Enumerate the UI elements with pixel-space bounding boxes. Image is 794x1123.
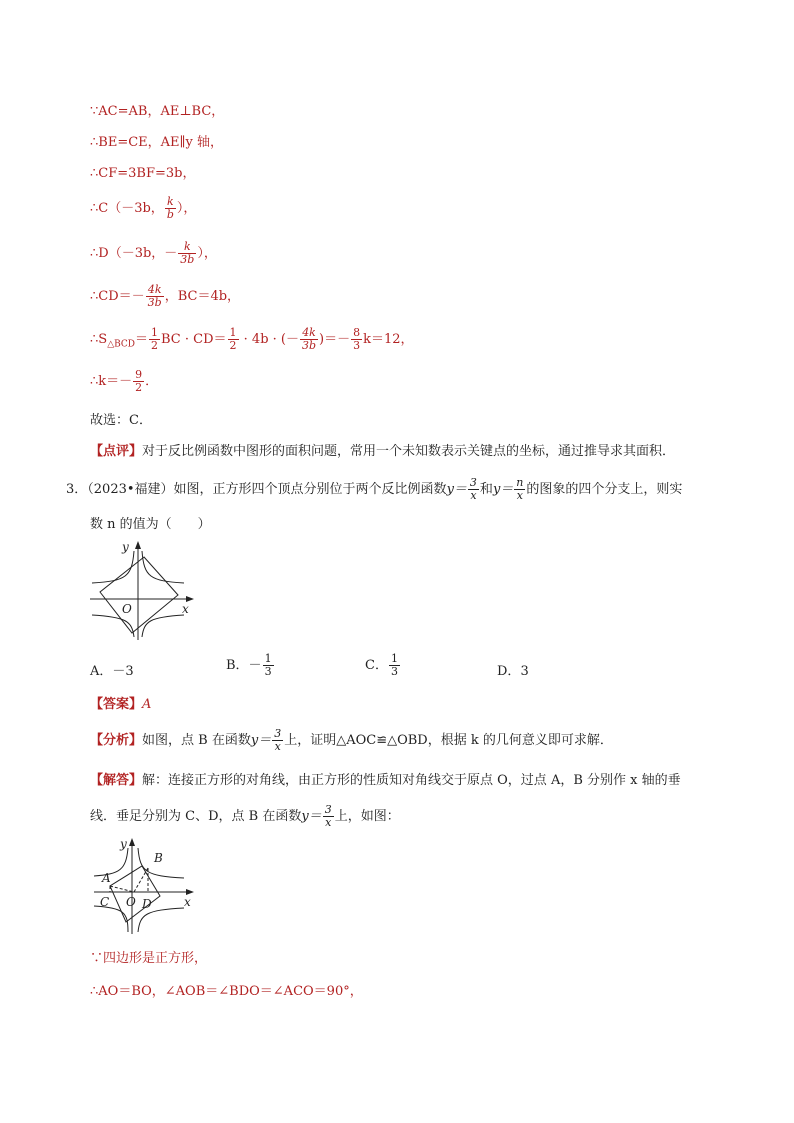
- solution-line-4: ∴C（－3b， $\frac{k}{b}$ ），: [90, 195, 197, 221]
- fraction-half-1: $\frac{1}{2}$: [151, 326, 159, 352]
- solution-line-5: ∴D（－3b，－ $\frac{k}{3b}$ ），: [90, 240, 217, 266]
- fraction-3-x-solution: $\frac{3}{x}$: [324, 803, 332, 829]
- fraction-n-x: $\frac{n}{x}$: [516, 476, 524, 502]
- point-a-label: A: [102, 871, 111, 885]
- question-3-line-2: 数 n 的值为（ ）: [90, 517, 211, 532]
- choice-line: 故选：C．: [90, 413, 152, 428]
- fraction-k-3b: $\frac{k}{3b}$: [180, 240, 195, 266]
- curve-q4: [138, 908, 184, 932]
- y-label: y: [120, 837, 127, 851]
- solution-line-7: $\therefore S_{\triangle BCD}=$ $\frac{1}{2}$ BC · CD＝ $\frac{1}{2}$ · 4b · (－ $\frac{4k}{3b}$ )＝－ $\frac{8}{3}$ k＝12，: [90, 326, 414, 352]
- fraction-8-3: $\frac{8}{3}$: [353, 326, 361, 352]
- curve-q2: [94, 848, 128, 876]
- solution-line-6: ∴CD＝－ $\frac{4k}{3b}$ ，BC＝4b，: [90, 283, 241, 309]
- analysis-tag: 【分析】: [90, 733, 143, 748]
- option-a[interactable]: A．－3: [90, 664, 134, 679]
- answer-value: A: [142, 697, 152, 712]
- y-label: y: [122, 540, 129, 554]
- figure-1-graph: [86, 537, 198, 642]
- origin-label: O: [126, 895, 136, 909]
- point-c-label: C: [100, 895, 110, 909]
- fraction-4k-3b-2: $\frac{4k}{3b}$: [302, 326, 317, 352]
- final-line-2: ∴AO＝BO，∠AOB＝∠BDO＝∠ACO＝90°，: [90, 984, 363, 999]
- curve-q3: [92, 615, 134, 637]
- origin-label: O: [122, 602, 132, 616]
- square: [100, 557, 178, 633]
- y-axis-arrow: [129, 838, 135, 846]
- solution-tag: 【解答】: [90, 773, 143, 788]
- solution-line-8: ∴k＝－ $\frac{9}{2}$ ．: [90, 368, 159, 394]
- question-3-line-1: 3．（2023•福建）如图，正方形四个顶点分别位于两个反比例函数y＝ $\frac{3}{x}$ 和y＝ $\frac{n}{x}$ 的图象的四个分支上，则实: [66, 476, 683, 502]
- fraction-half-2: $\frac{1}{2}$: [229, 326, 237, 352]
- comment-text: 对于反比例函数中图形的面积问题，常用一个未知数表示关键点的坐标，通过推导求其面积．: [142, 444, 676, 459]
- option-d[interactable]: D．3: [497, 664, 529, 679]
- option-c[interactable]: C． $\frac{1}{3}$: [365, 652, 398, 678]
- x-label: x: [184, 895, 191, 909]
- x-label: x: [182, 602, 189, 616]
- answer-line: [90, 696, 151, 714]
- fraction-4k-3b: $\frac{4k}{3b}$: [147, 283, 162, 309]
- fraction-9-2: $\frac{9}{2}$: [135, 368, 143, 394]
- fraction-3-x-analysis: $\frac{3}{x}$: [274, 727, 282, 753]
- point-b-label: B: [154, 851, 163, 865]
- fraction-3-x: $\frac{3}{x}$: [469, 476, 477, 502]
- option-b[interactable]: B．－ $\frac{1}{3}$: [226, 652, 272, 678]
- final-line-1: ∵四边形是正方形，: [90, 951, 208, 966]
- curve-q4: [142, 615, 184, 637]
- comment-line: [90, 443, 675, 461]
- solution-line-b: 线．垂足分别为 C、D，点 B 在函数y＝ $\frac{3}{x}$ 上，如图：: [90, 803, 400, 829]
- analysis-line: 【分析】如图，点 B 在函数y＝ $\frac{3}{x}$ 上，证明△AOC≌△OBD，根据 k 的几何意义即可求解．: [90, 727, 613, 753]
- square: [110, 866, 160, 922]
- question-number: 3．: [66, 482, 88, 497]
- solution-line-1: ∵AC=AB，AE⊥BC，: [90, 104, 225, 119]
- solution-line-a: 【解答】解：连接正方形的对角线，由正方形的性质知对角线交于原点 O，过点 A，B 分别作 x 轴的垂: [90, 773, 681, 788]
- point-d-label: D: [142, 897, 152, 911]
- comment-tag: 【点评】: [90, 444, 143, 459]
- answer-tag: 【答案】: [90, 697, 143, 712]
- solution-line-2: ∴BE=CE，AE∥y 轴，: [90, 135, 224, 150]
- curve-q2: [92, 551, 134, 583]
- diagonal-ao: [110, 886, 134, 892]
- fraction-k-b: $\frac{k}{b}$: [166, 195, 174, 221]
- y-axis-arrow: [135, 541, 141, 549]
- curve-q3: [94, 906, 128, 932]
- figure-2-graph: [90, 836, 198, 936]
- solution-line-3: ∴CF=3BF=3b，: [90, 166, 196, 181]
